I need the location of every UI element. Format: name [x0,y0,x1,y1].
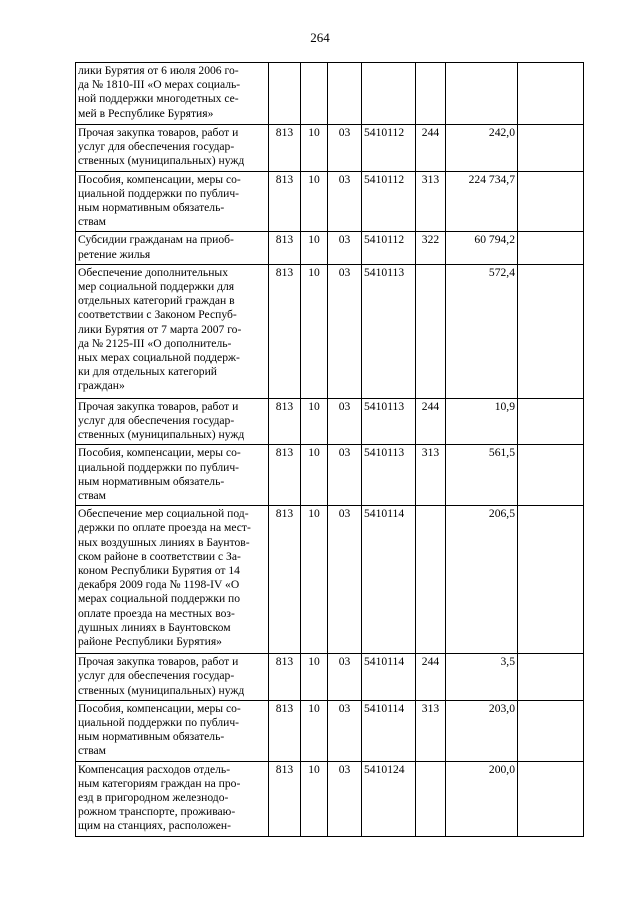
cell-subsection-code [328,63,362,125]
cell-target-article: 5410112 [362,125,416,172]
cell-grbs-code: 813 [269,232,301,264]
cell-grbs-code: 813 [269,700,301,761]
table-row [76,700,584,761]
cell-grbs-code: 813 [269,654,301,701]
cell-expense-type: 313 [416,700,446,761]
cell-empty [518,398,584,445]
cell-name: Обеспечение дополнительных мер социальной поддержки для отдельных категорий граждан в соответствии с Законом Респуб- лики Бурятия от 7 марта 2007 го- да № 2125-III «О дополнитель- ных мерах социальной поддерж- ки для отдельных категорий граждан» [76,264,269,398]
cell-amount: 561,5 [446,445,518,506]
cell-target-article: 5410113 [362,445,416,506]
cell-subsection-code: 03 [328,171,362,232]
cell-empty [518,506,584,654]
cell-name: Пособия, компенсации, меры со- циальной поддержки по публич- ным нормативным обязатель- ствам [76,171,269,232]
cell-name: Пособия, компенсации, меры со- циальной поддержки по публич- ным нормативным обязатель- ствам [76,445,269,506]
cell-empty [518,232,584,264]
cell-subsection-code: 03 [328,398,362,445]
cell-subsection-code: 03 [328,445,362,506]
cell-section-code: 10 [301,171,328,232]
table-row [76,398,584,445]
cell-expense-type: 244 [416,654,446,701]
cell-expense-type: 244 [416,398,446,445]
cell-amount: 572,4 [446,264,518,398]
cell-empty [518,700,584,761]
cell-grbs-code: 813 [269,264,301,398]
cell-empty [518,445,584,506]
budget-table [75,62,584,837]
cell-expense-type [416,761,446,836]
cell-subsection-code: 03 [328,761,362,836]
table-row [76,125,584,172]
cell-expense-type: 244 [416,125,446,172]
table-row [76,264,584,398]
cell-empty [518,63,584,125]
cell-subsection-code: 03 [328,125,362,172]
cell-target-article: 5410114 [362,654,416,701]
cell-target-article: 5410112 [362,171,416,232]
cell-section-code: 10 [301,264,328,398]
cell-grbs-code [269,63,301,125]
cell-expense-type [416,506,446,654]
cell-target-article: 5410112 [362,232,416,264]
cell-name: Обеспечение мер социальной под- держки по оплате проезда на мест- ных воздушных линиях в Баунтов- ском районе в соответствии с За- коном Республики Бурятия от 14 декабря 2009 года № 1198-IV «О мерах социальной поддержки по оплате проезда на местных воз- душных линиях в Баунтовском районе Республики Бурятия» [76,506,269,654]
cell-grbs-code: 813 [269,761,301,836]
cell-subsection-code: 03 [328,700,362,761]
table-row [76,654,584,701]
cell-amount: 203,0 [446,700,518,761]
cell-name: Прочая закупка товаров, работ и услуг для обеспечения государ- ственных (муниципальных) нужд [76,398,269,445]
cell-subsection-code: 03 [328,654,362,701]
table-body [76,63,584,837]
cell-target-article: 5410124 [362,761,416,836]
cell-target-article: 5410114 [362,700,416,761]
cell-section-code: 10 [301,445,328,506]
cell-amount: 242,0 [446,125,518,172]
cell-section-code: 10 [301,232,328,264]
cell-name: Прочая закупка товаров, работ и услуг для обеспечения государ- ственных (муниципальных) нужд [76,125,269,172]
cell-amount: 10,9 [446,398,518,445]
cell-expense-type: 313 [416,445,446,506]
table-row [76,232,584,264]
table-row [76,506,584,654]
cell-expense-type [416,264,446,398]
cell-amount: 200,0 [446,761,518,836]
cell-empty [518,761,584,836]
cell-name: Субсидии гражданам на приоб- ретение жилья [76,232,269,264]
cell-name: Компенсация расходов отдель- ным категориям граждан на про- езд в пригородном железнодо- рожном транспорте, проживаю- щим на станциях, расположен- [76,761,269,836]
cell-section-code: 10 [301,398,328,445]
cell-name: лики Бурятия от 6 июля 2006 го- да № 1810-III «О мерах социаль- ной поддержки многодетных се- мей в Республике Бурятия» [76,63,269,125]
cell-empty [518,171,584,232]
cell-grbs-code: 813 [269,506,301,654]
cell-target-article: 5410113 [362,264,416,398]
cell-amount: 224 734,7 [446,171,518,232]
table-row [76,761,584,836]
cell-grbs-code: 813 [269,445,301,506]
cell-section-code: 10 [301,506,328,654]
cell-target-article: 5410113 [362,398,416,445]
cell-section-code: 10 [301,125,328,172]
cell-grbs-code: 813 [269,171,301,232]
cell-expense-type: 313 [416,171,446,232]
cell-amount: 206,5 [446,506,518,654]
cell-section-code: 10 [301,700,328,761]
table-row [76,445,584,506]
table-row [76,63,584,125]
cell-amount: 60 794,2 [446,232,518,264]
cell-grbs-code: 813 [269,125,301,172]
cell-target-article: 5410114 [362,506,416,654]
cell-grbs-code: 813 [269,398,301,445]
page-number: 264 [310,30,330,45]
cell-amount: 3,5 [446,654,518,701]
cell-amount [446,63,518,125]
cell-subsection-code: 03 [328,232,362,264]
cell-subsection-code: 03 [328,264,362,398]
cell-section-code: 10 [301,654,328,701]
cell-name: Пособия, компенсации, меры со- циальной поддержки по публич- ным нормативным обязатель- ствам [76,700,269,761]
cell-name: Прочая закупка товаров, работ и услуг для обеспечения государ- ственных (муниципальных) нужд [76,654,269,701]
cell-expense-type [416,63,446,125]
cell-subsection-code: 03 [328,506,362,654]
cell-target-article [362,63,416,125]
cell-section-code: 10 [301,761,328,836]
cell-empty [518,125,584,172]
cell-empty [518,264,584,398]
table-row [76,171,584,232]
cell-section-code [301,63,328,125]
cell-empty [518,654,584,701]
cell-expense-type: 322 [416,232,446,264]
